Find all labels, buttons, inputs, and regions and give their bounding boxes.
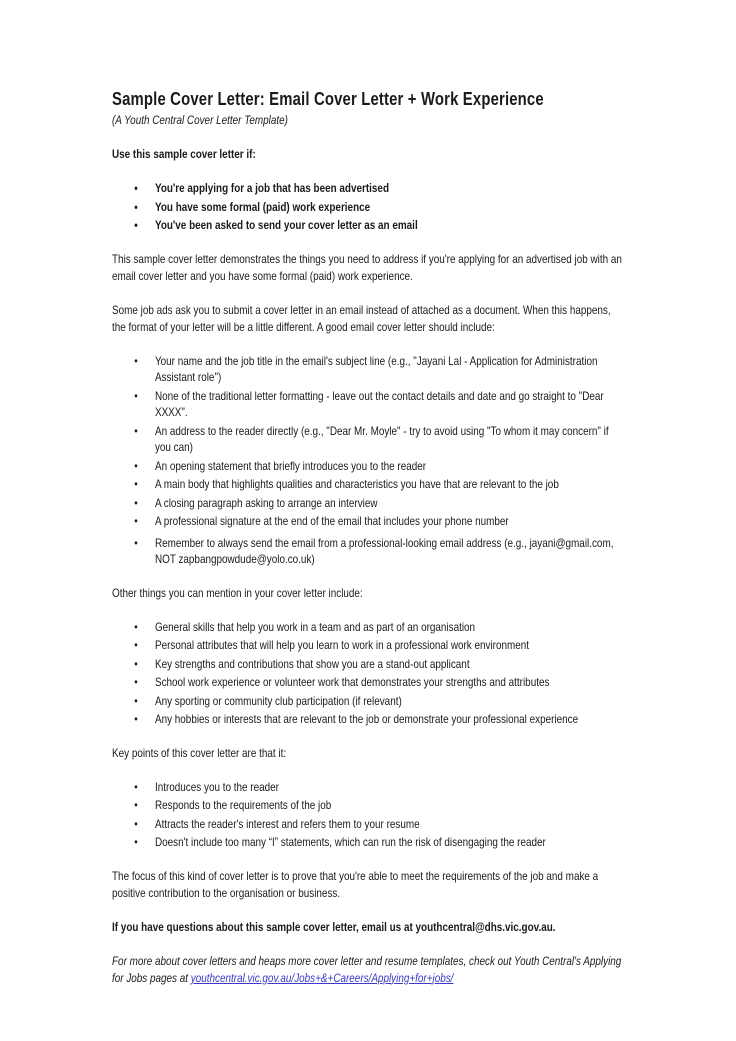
- document-subtitle: (A Youth Central Cover Letter Template): [112, 113, 288, 127]
- footer-link[interactable]: youthcentral.vic.gov.au/Jobs+&+Careers/Applying+for+jobs/: [190, 970, 454, 985]
- list-item: • Any sporting or community club participation (if relevant): [155, 693, 624, 710]
- list-item: • Doesn't include too many “I” statements, which can run the risk of disengaging the reader: [155, 834, 624, 851]
- focus-paragraph: The focus of this kind of cover letter is to prove that you're able to meet the requirements of the job and make a positive contribution to the organisation or business.: [112, 868, 599, 900]
- document-title: Sample Cover Letter: Email Cover Letter + Work Experience: [112, 89, 544, 109]
- list-item: • Your name and the job title in the email's subject line (e.g., "Jayani Lal - Application for Administration Assistant role"): [155, 353, 624, 386]
- other-things-list: [112, 619, 624, 728]
- format-paragraph: Some job ads ask you to submit a cover letter in an email instead of attached as a document. When this happens, the format of your letter will be a little different. A good email cover letter should include:: [112, 302, 611, 334]
- key-points-heading: Key points of this cover letter are that it:: [112, 745, 287, 760]
- list-item: • Personal attributes that will help you learn to work in a professional work environment: [155, 637, 624, 654]
- list-item: • None of the traditional letter formatting - leave out the contact details and date and go straight to "Dear XXXX".: [155, 388, 624, 421]
- should-include-list: [112, 353, 624, 568]
- footer-text: For more about cover letters and heaps more cover letter and resume templates, check out Youth Central's Applying for Jobs pages at: [112, 953, 622, 985]
- list-item: • Responds to the requirements of the job: [155, 797, 624, 814]
- list-item: • You have some formal (paid) work experience: [155, 199, 624, 216]
- list-item: • An address to the reader directly (e.g., "Dear Mr. Moyle" - try to avoid using "To whom it may concern" if you can): [155, 423, 624, 456]
- use-if-heading: Use this sample cover letter if:: [112, 147, 256, 161]
- document-content: [112, 88, 624, 987]
- questions-paragraph: If you have questions about this sample cover letter, email us at youthcentral@dhs.vic.gov.au.: [112, 919, 556, 934]
- list-item: • You're applying for a job that has been advertised: [155, 180, 624, 197]
- intro-paragraph: This sample cover letter demonstrates the things you need to address if you're applying for an advertised job with an email cover letter and you have some formal (paid) work experience.: [112, 251, 622, 283]
- list-item: • Attracts the reader's interest and refers them to your resume: [155, 816, 624, 833]
- other-things-heading: Other things you can mention in your cover letter include:: [112, 585, 363, 600]
- list-item: • A professional signature at the end of the email that includes your phone number: [155, 513, 624, 530]
- list-item: • Key strengths and contributions that show you are a stand-out applicant: [155, 656, 624, 673]
- list-item: • Remember to always send the email from a professional-looking email address (e.g., jayani@gmail.com, NOT zapbangpowdude@yolo.co.uk): [155, 535, 624, 568]
- list-item: • A closing paragraph asking to arrange an interview: [155, 495, 624, 512]
- list-item: • Any hobbies or interests that are relevant to the job or demonstrate your professional experience: [155, 711, 624, 728]
- list-item: • You've been asked to send your cover letter as an email: [155, 217, 624, 234]
- use-if-list: [112, 180, 624, 234]
- key-points-list: [112, 779, 624, 851]
- list-item: • School work experience or volunteer work that demonstrates your strengths and attributes: [155, 674, 624, 691]
- list-item: • General skills that help you work in a team and as part of an organisation: [155, 619, 624, 636]
- list-item: • A main body that highlights qualities and characteristics you have that are relevant to the job: [155, 476, 624, 493]
- footer-paragraph: [112, 953, 624, 987]
- list-item: • Introduces you to the reader: [155, 779, 624, 796]
- list-item: • An opening statement that briefly introduces you to the reader: [155, 458, 624, 475]
